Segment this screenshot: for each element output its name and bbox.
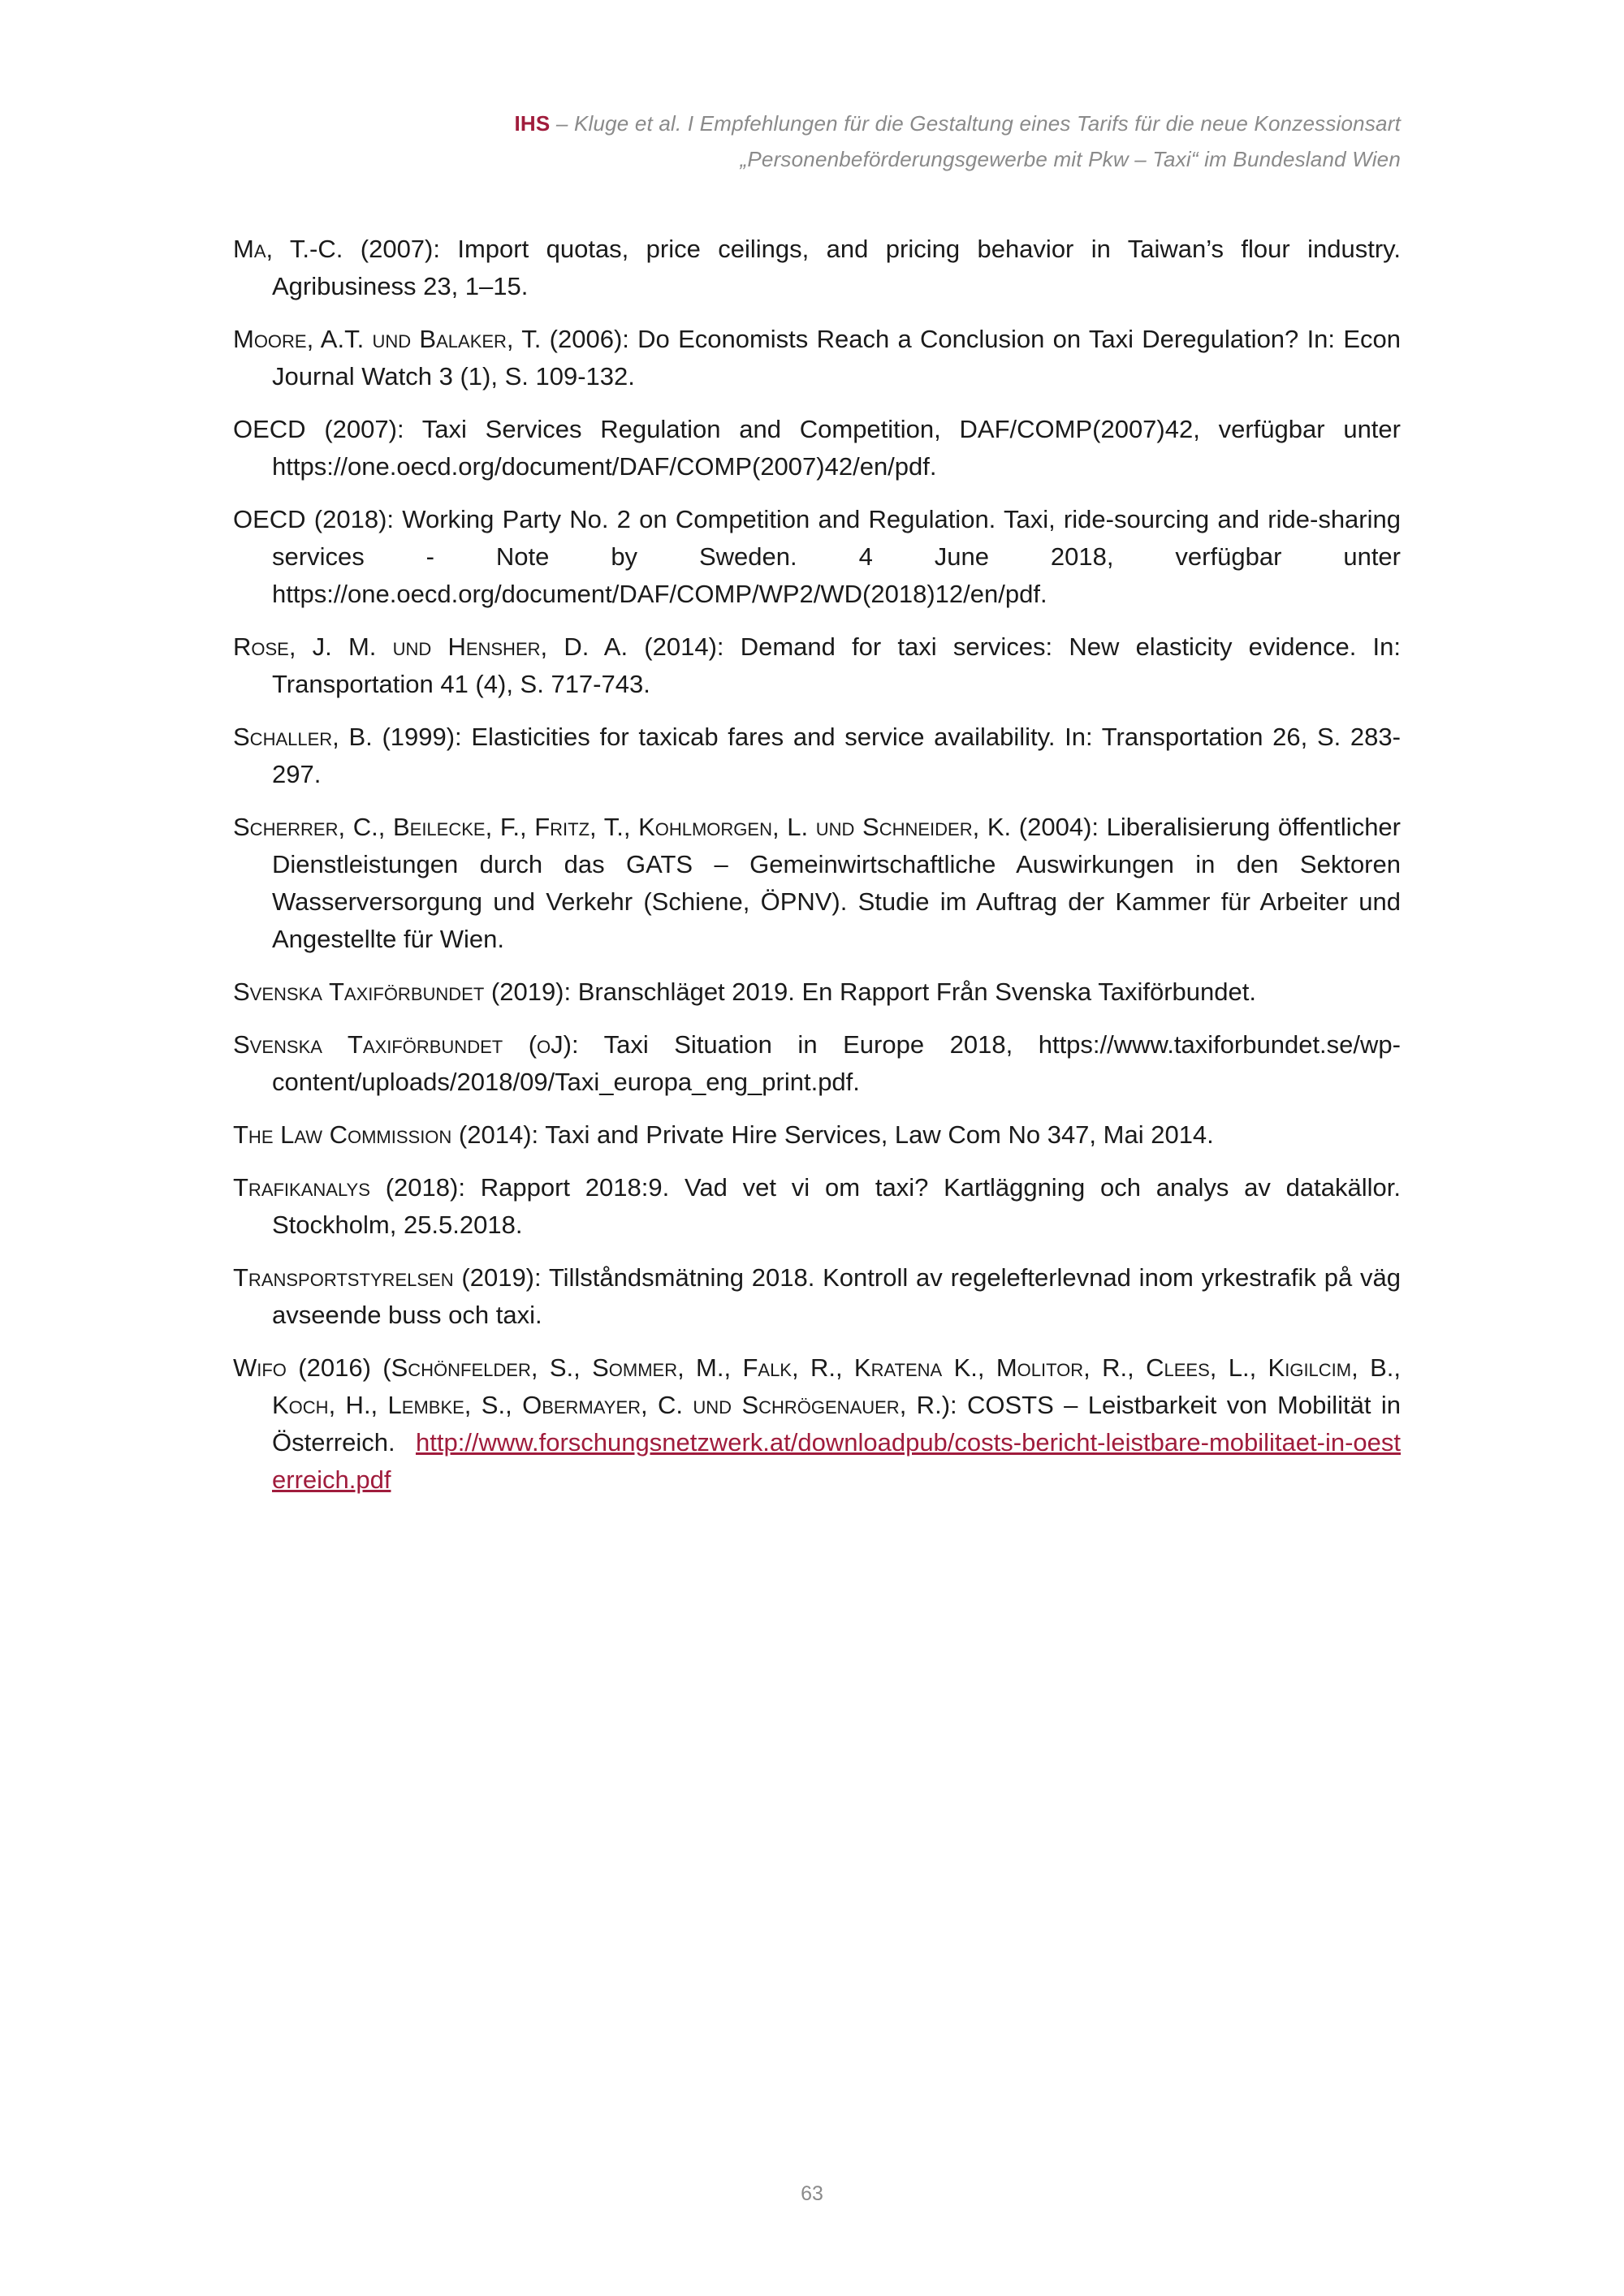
reference-authors: OECD <box>233 505 306 533</box>
header-title-line-2: „Personenbeförderungsgewerbe mit Pkw – Taxi“ im Bundesland Wien <box>740 147 1401 171</box>
reference-text-continued: ): COSTS – Leistbarkeit von Mobilität in Österreich. <box>272 1391 1401 1457</box>
brand-logo-text: IHS <box>514 111 551 136</box>
reference-text: (2007): Taxi Services Regulation and Competition, DAF/COMP(2007)42, verfügbar unter https://one.oecd.org/document/DAF/COMP(2007)42/en/pdf. <box>272 415 1401 481</box>
reference-entry-moore-2006 <box>233 321 1401 395</box>
reference-authors: Moore, A.T. und Balaker, T. <box>233 325 542 353</box>
reference-entry-taxiforbundet-2019 <box>233 973 1401 1011</box>
reference-entry-wifo-2016 <box>233 1349 1401 1499</box>
reference-authors: Svenska Taxiförbundet (oJ) <box>233 1030 572 1059</box>
reference-authors: Rose, J. M. und Hensher, D. A. <box>233 632 628 661</box>
reference-authors: Schaller, B. <box>233 723 373 751</box>
reference-text: (1999): Elasticities for taxicab fares and service availability. In: Transportation 26, S. 283-297. <box>272 723 1401 788</box>
reference-authors: The Law Commission <box>233 1120 452 1149</box>
reference-entry-ma-2007 <box>233 231 1401 305</box>
reference-authors: Ma, T.-C. <box>233 235 343 263</box>
reference-entry-law-commission-2014 <box>233 1116 1401 1154</box>
reference-authors: OECD <box>233 415 306 443</box>
reference-text: (2016) ( <box>286 1353 391 1382</box>
reference-text: (2007): Import quotas, price ceilings, and pricing behavior in Taiwan’s flour industry. Agribusiness 23, 1–15. <box>272 235 1401 300</box>
reference-text: (2019): Tillståndsmätning 2018. Kontroll av regelefterlevnad inom yrkestrafik på väg avseende buss och taxi. <box>272 1263 1401 1329</box>
reference-text: (2018): Rapport 2018:9. Vad vet vi om taxi? Kartläggning och analys av datakällor. Stockholm, 25.5.2018. <box>272 1173 1401 1239</box>
reference-text: (2014): Taxi and Private Hire Services, Law Com No 347, Mai 2014. <box>451 1120 1214 1149</box>
reference-entry-oecd-2007 <box>233 411 1401 486</box>
reference-text: (2019): Branschläget 2019. En Rapport Från Svenska Taxiförbundet. <box>484 978 1256 1006</box>
header-line-1 <box>233 106 1401 141</box>
reference-authors: Transportstyrelsen <box>233 1263 454 1292</box>
reference-authors: Svenska Taxiförbundet <box>233 978 485 1006</box>
reference-text: : Taxi Situation in Europe 2018, https://www.taxiforbundet.se/wp-content/uploads/2018/09/Taxi_europa_eng_print.pdf. <box>272 1030 1401 1096</box>
reference-link[interactable]: http://www.forschungsnetzwerk.at/downloadpub/costs-bericht-leistbare-mobilitaet-in-oesterreich.pdf <box>272 1428 1401 1494</box>
reference-entry-rose-2014 <box>233 628 1401 703</box>
reference-authors: Wifo <box>233 1353 287 1382</box>
reference-entry-taxiforbundet-oj <box>233 1026 1401 1101</box>
reference-list <box>233 231 1401 1514</box>
reference-entry-schaller-1999 <box>233 719 1401 793</box>
page-header <box>233 106 1401 177</box>
reference-coauthors: Schönfelder, S., Sommer, M., Falk, R., Kratena K., Molitor, R., Clees, L., Kigilcim, B., Koch, H., Lembke, S., Obermayer, C. und Schrögenauer, R. <box>272 1353 1401 1419</box>
reference-text: (2006): Do Economists Reach a Conclusion on Taxi Deregulation? In: Econ Journal Watch 3 (1), S. 109-132. <box>272 325 1401 391</box>
reference-entry-oecd-2018 <box>233 501 1401 613</box>
reference-entry-scherrer-2004 <box>233 809 1401 958</box>
reference-authors: Scherrer, C., Beilecke, F., Fritz, T., Kohlmorgen, L. und Schneider, K. <box>233 813 1012 841</box>
reference-entry-trafikanalys-2018 <box>233 1169 1401 1244</box>
reference-authors: Trafikanalys <box>233 1173 370 1202</box>
header-title-line-1: – Kluge et al. I Empfehlungen für die Gestaltung eines Tarifs für die neue Konzessionsart <box>550 111 1401 136</box>
reference-text: (2014): Demand for taxi services: New elasticity evidence. In: Transportation 41 (4), S. 717-743. <box>272 632 1401 698</box>
page-number: 63 <box>801 2182 823 2205</box>
reference-entry-transportstyrelsen-2019 <box>233 1259 1401 1334</box>
reference-text: (2018): Working Party No. 2 on Competition and Regulation. Taxi, ride-sourcing and ride-sharing services - Note by Sweden. 4 June 2018, verfügbar unter https://one.oecd.org/document/DAF/COMP/WP2/WD(2018)12/en/pdf. <box>272 505 1401 608</box>
reference-text: (2004): Liberalisierung öffentlicher Dienstleistungen durch das GATS – Gemeinwirtschaftliche Auswirkungen in den Sektoren Wasserversorgung und Verkehr (Schiene, ÖPNV). Studie im Auftrag der Kammer für Arbeiter und Angestellte für Wien. <box>272 813 1402 953</box>
